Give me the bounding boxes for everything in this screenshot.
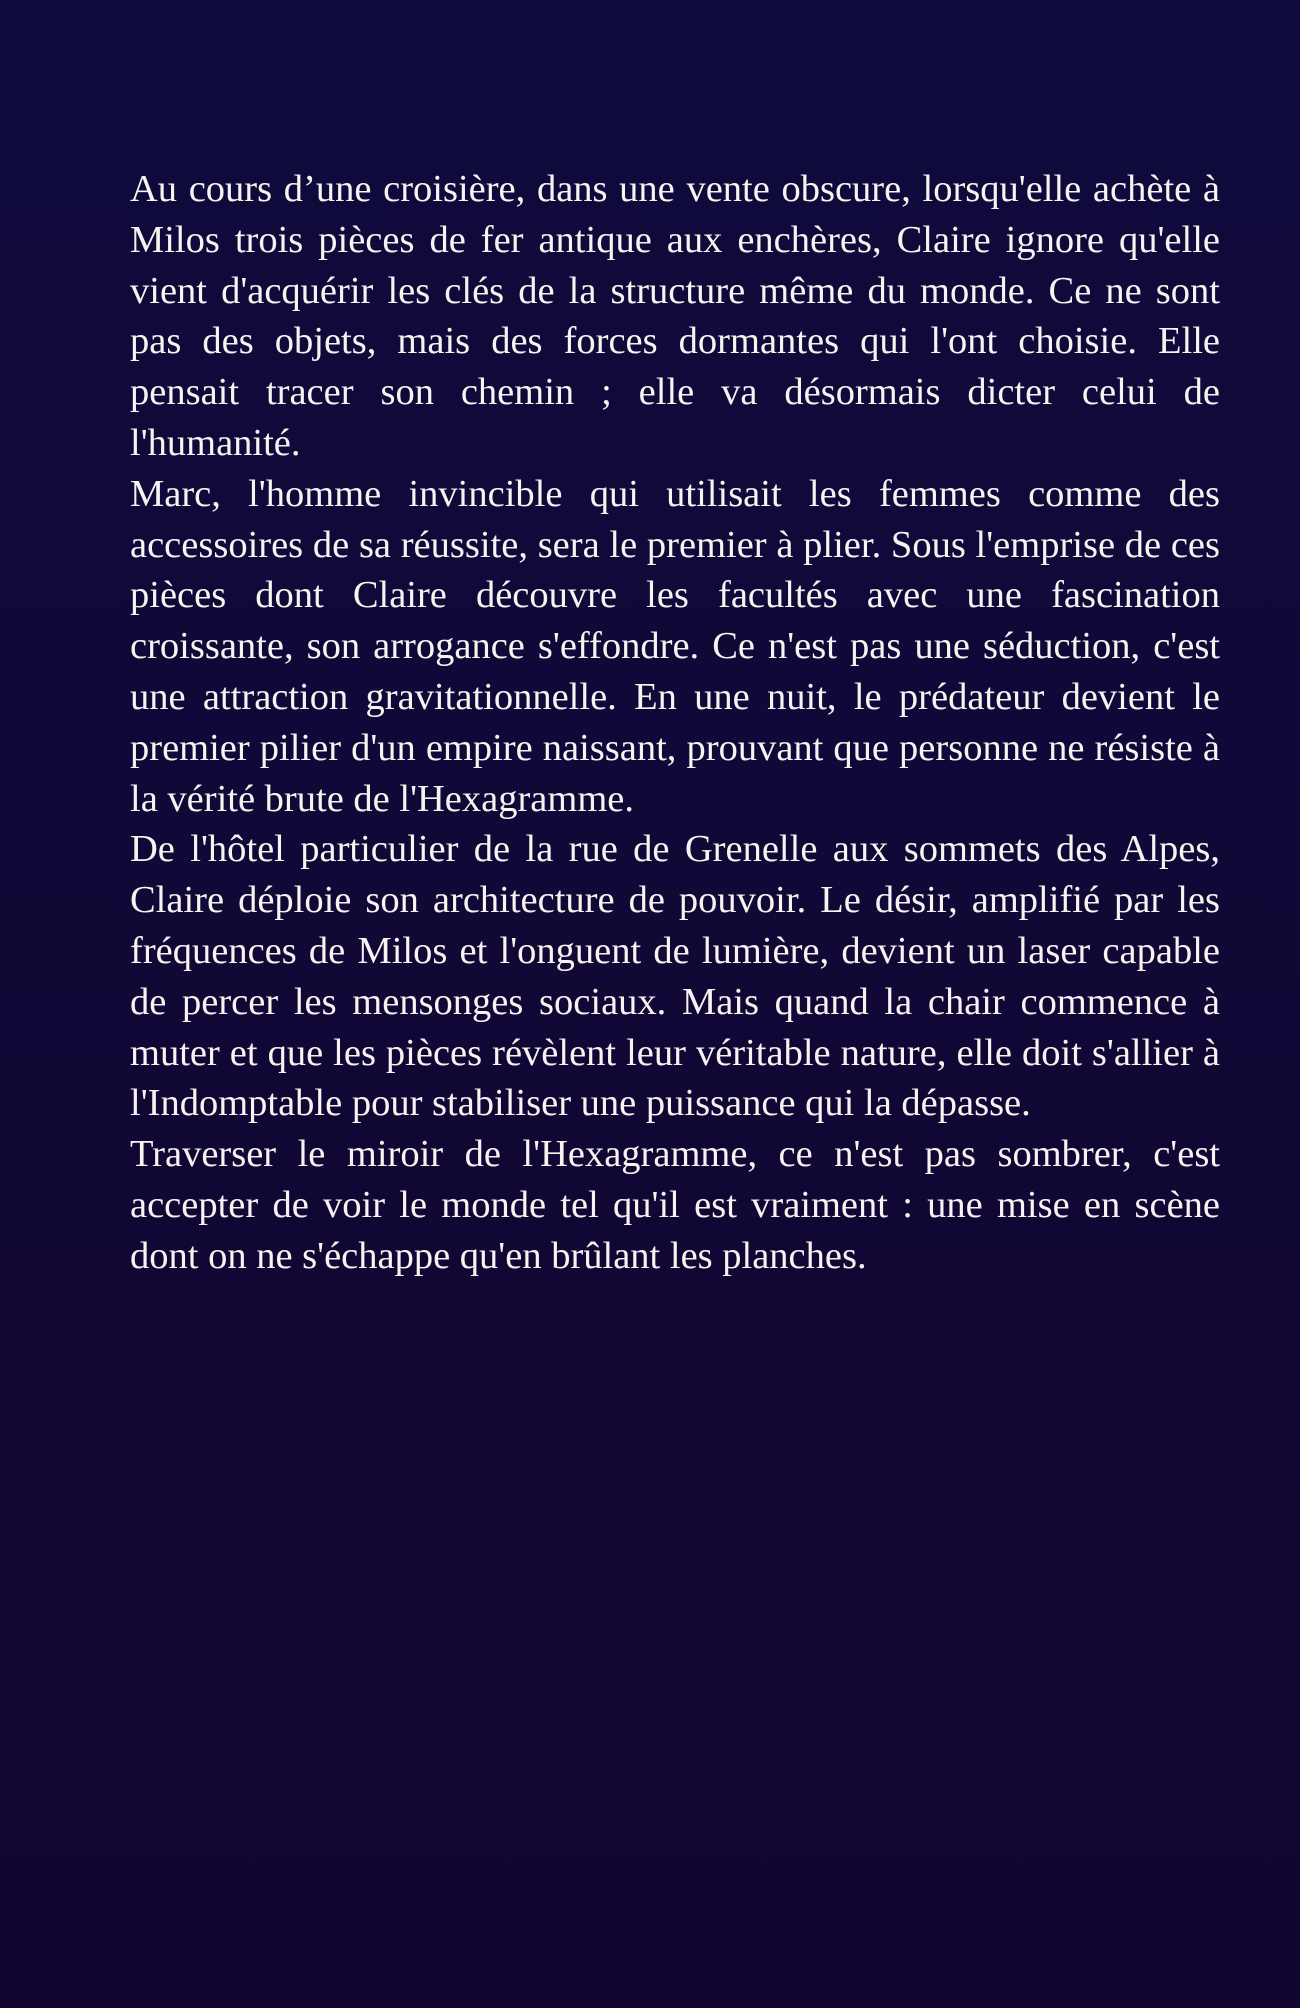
blurb-paragraph: Traverser le miroir de l'Hexagramme, ce n'est pas sombrer, c'est accepter de voir le monde tel qu'il est vraiment : une mise en scène dont on ne s'échappe qu'en brûlant les planches. [130,1133,1220,1277]
blurb-text [130,164,1220,1282]
blurb-paragraph: De l'hôtel particulier de la rue de Grenelle aux sommets des Alpes, Claire déploie son architecture de pouvoir. Le désir, amplifié par les fréquences de Milos et l'onguent de lumière, devient un laser capable de percer les mensonges sociaux. Mais quand la chair commence à muter et que les pièces révèlent leur véritable nature, elle doit s'allier à l'Indomptable pour stabiliser une puissance qui la dépasse. [130,828,1220,1125]
blurb-paragraph: Marc, l'homme invincible qui utilisait les femmes comme des accessoires de sa réussite, sera le premier à plier. Sous l'emprise de ces pièces dont Claire découvre les facultés avec une fascination croissante, son arrogance s'effondre. Ce n'est pas une séduction, c'est une attraction gravitationnelle. En une nuit, le prédateur devient le premier pilier d'un empire naissant, prouvant que personne ne résiste à la vérité brute de l'Hexagramme. [130,472,1220,820]
blurb-paragraph: Au cours d’une croisière, dans une vente obscure, lorsqu'elle achète à Milos trois pièces de fer antique aux enchères, Claire ignore qu'elle vient d'acquérir les clés de la structure même du monde. Ce ne sont pas des objets, mais des forces dormantes qui l'ont choisie. Elle pensait tracer son chemin ; elle va désormais dicter celui de l'humanité. [130,168,1220,464]
